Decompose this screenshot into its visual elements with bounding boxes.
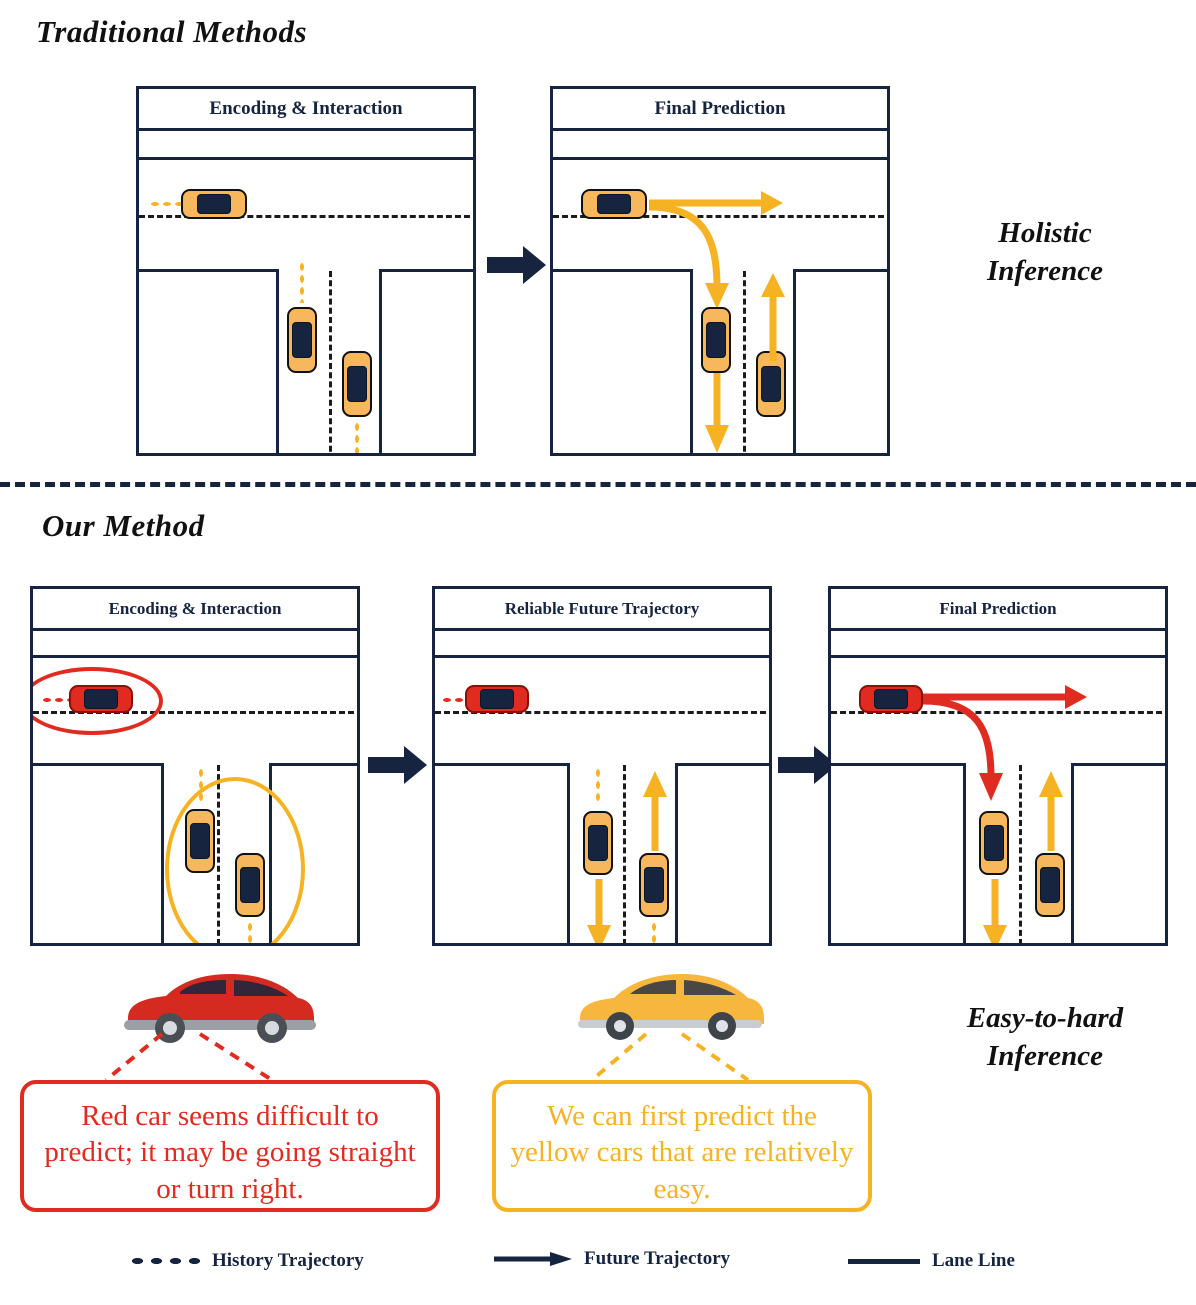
panel-title: Reliable Future Trajectory: [435, 589, 769, 631]
callout-red: Red car seems difficult to predict; it may be going straight or turn right.: [20, 1080, 440, 1212]
future-trajectory-yellow: [1037, 771, 1067, 853]
panel-traditional-final: [550, 86, 890, 456]
caption-line-2: Inference: [987, 254, 1103, 287]
lane-line-solid: [379, 269, 473, 272]
panel-our-encoding: [30, 586, 360, 946]
vehicle-red: [859, 685, 923, 713]
road-scene: [435, 631, 769, 943]
lane-line-dashed: [623, 765, 626, 943]
future-trajectory-yellow: [981, 879, 1011, 943]
caption-holistic-inference: [920, 215, 1170, 290]
lane-line-solid: [379, 269, 382, 453]
road-scene: [553, 131, 887, 453]
vehicle-yellow: [639, 853, 669, 917]
lane-line-dashed: [329, 271, 332, 453]
lane-line-solid: [161, 763, 164, 943]
lane-line-solid: [269, 763, 357, 766]
future-trajectory-yellow: [641, 771, 671, 853]
vehicle-yellow: [181, 189, 247, 219]
panel-our-final: [828, 586, 1168, 946]
caption-line-2: Inference: [987, 1039, 1103, 1072]
highlight-ellipse-red: [33, 667, 163, 735]
lane-line-solid: [831, 655, 1165, 658]
road-scene: [831, 631, 1165, 943]
panel-title: Final Prediction: [831, 589, 1165, 631]
highlight-ellipse-yellow: [165, 777, 305, 943]
history-trajectory-dots: [299, 261, 305, 303]
caption-line-1: Holistic: [998, 217, 1092, 249]
lane-line-solid: [675, 763, 769, 766]
flow-arrow-icon: [368, 744, 428, 786]
vehicle-red: [465, 685, 529, 713]
panel-traditional-encoding: [136, 86, 476, 456]
callout-leader-red: [70, 1030, 330, 1086]
section-title-traditional: Traditional Methods: [36, 14, 308, 49]
vehicle-yellow: [581, 189, 647, 219]
history-trajectory-dots: [354, 421, 360, 453]
caption-line-1: Easy-to-hard: [966, 1002, 1124, 1034]
section-divider: [0, 482, 1196, 487]
lane-line-solid: [33, 655, 357, 658]
lane-line-solid: [567, 763, 570, 943]
future-trajectory-yellow: [585, 879, 615, 943]
history-trajectory-dots: [651, 921, 657, 943]
panel-title: Final Prediction: [553, 89, 887, 131]
legend-label: History Trajectory: [212, 1250, 364, 1271]
callout-yellow: We can first predict the yellow cars that are relatively easy.: [492, 1080, 872, 1212]
panel-title: Encoding & Interaction: [139, 89, 473, 131]
legend-history: [128, 1250, 364, 1272]
road-scene: [139, 131, 473, 453]
panel-our-reliable: [432, 586, 772, 946]
dotted-line-icon: [128, 1256, 200, 1266]
caption-easy-to-hard-inference: [900, 1000, 1190, 1075]
vehicle-yellow: [287, 307, 317, 373]
lane-line-solid: [675, 763, 678, 943]
flow-arrow-icon: [487, 244, 547, 286]
lane-line-solid: [553, 157, 887, 160]
history-trajectory-dots: [595, 767, 601, 805]
solid-line-icon: [848, 1259, 920, 1264]
legend-label: Lane Line: [932, 1250, 1015, 1271]
arrow-line-icon: [494, 1251, 572, 1267]
history-trajectory-dots: [441, 697, 467, 703]
callout-leader-yellow: [520, 1030, 780, 1086]
section-title-ours: Our Method: [42, 508, 205, 543]
vehicle-yellow: [583, 811, 613, 875]
lane-line-solid: [435, 763, 569, 766]
legend-lane: [848, 1250, 1015, 1272]
legend-label: Future Trajectory: [584, 1248, 731, 1269]
vehicle-yellow: [701, 307, 731, 373]
future-trajectory-yellow: [758, 273, 788, 363]
vehicle-yellow: [979, 811, 1009, 875]
panel-title: Encoding & Interaction: [33, 589, 357, 631]
lane-line-solid: [33, 763, 163, 766]
vehicle-yellow: [1035, 853, 1065, 917]
lane-line-solid: [276, 269, 279, 453]
lane-line-solid: [139, 157, 473, 160]
legend-future: [494, 1248, 730, 1270]
vehicle-yellow: [342, 351, 372, 417]
lane-line-solid: [139, 269, 279, 272]
road-scene: [33, 631, 357, 943]
lane-line-solid: [435, 655, 769, 658]
